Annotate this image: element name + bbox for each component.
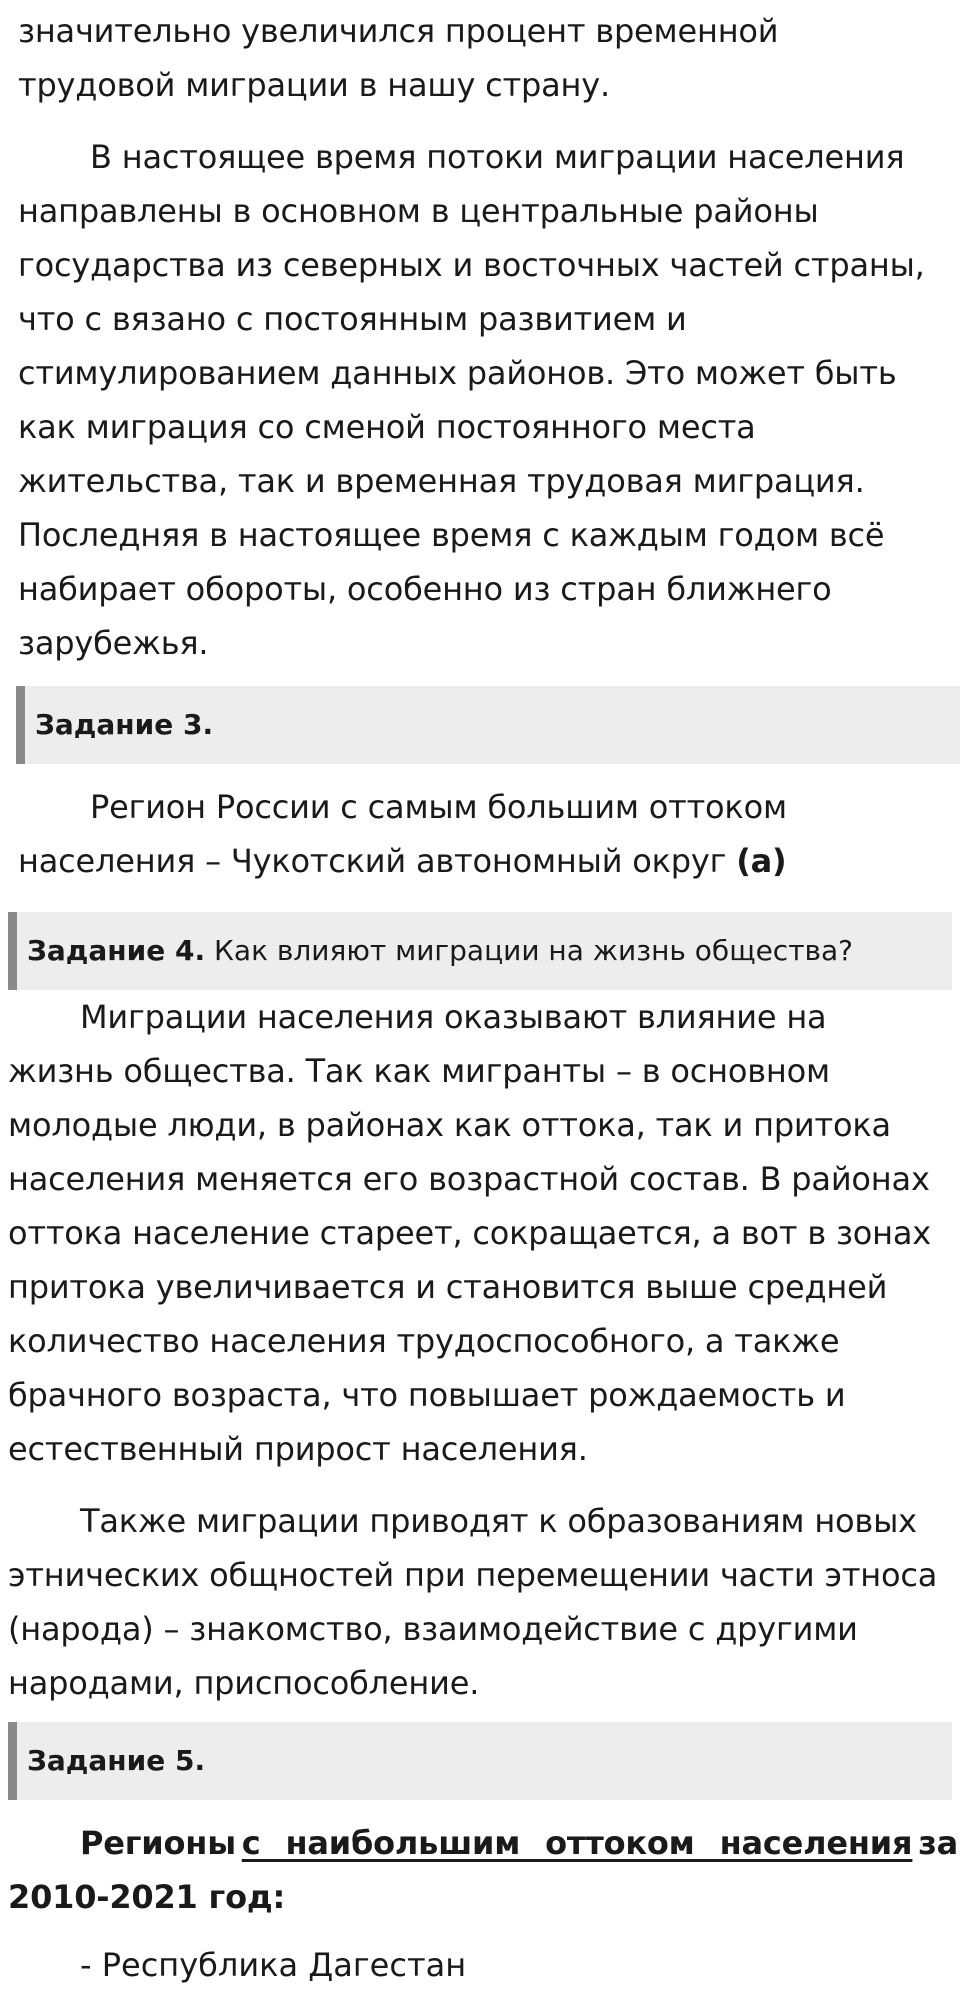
task3-header bbox=[16, 686, 960, 764]
text-line: Последняя в настоящее время с каждым годом всё bbox=[18, 516, 885, 554]
text-line: как миграция со сменой постоянного места bbox=[18, 408, 756, 446]
task3-answer bbox=[18, 780, 948, 888]
text-line: естественный прирост населения. bbox=[8, 1430, 588, 1468]
text-line: жизнь общества. Так как мигранты – в основном bbox=[8, 1052, 830, 1090]
text-line: набирает обороты, особенно из стран ближнего bbox=[18, 570, 832, 608]
text-line: В настоящее время потоки миграции населения bbox=[90, 138, 905, 176]
text-line bbox=[18, 834, 948, 888]
task3-label: Задание 3. bbox=[35, 708, 214, 741]
text-line: (народа) – знакомство, взаимодействие с другими bbox=[8, 1610, 858, 1648]
task4-label: Задание 4. bbox=[27, 934, 206, 967]
text-line: населения меняется его возрастной состав. В районах bbox=[8, 1160, 930, 1198]
text-line: этнических общностей при перемещении части этноса bbox=[8, 1556, 938, 1594]
task4-header bbox=[8, 912, 952, 990]
text-line: количество населения трудоспособного, а также bbox=[8, 1322, 840, 1360]
text-line: брачного возраста, что повышает рождаемость и bbox=[8, 1376, 846, 1414]
text-line: стимулированием данных районов. Это может быть bbox=[18, 354, 897, 392]
heading-word-end: за bbox=[918, 1824, 958, 1862]
task5-label: Задание 5. bbox=[27, 1744, 206, 1777]
text-line: что с вязано с постоянным развитием и bbox=[18, 300, 687, 338]
heading-word: Регионы bbox=[80, 1824, 236, 1862]
text-line: трудовой миграции в нашу страну. bbox=[18, 66, 610, 104]
text-line: Также миграции приводят к образованиям новых bbox=[80, 1502, 917, 1540]
text-line: оттока население стареет, сокращается, а вот в зонах bbox=[8, 1214, 932, 1252]
current-flows-paragraph bbox=[18, 130, 948, 670]
text-line bbox=[8, 1816, 958, 1870]
intro-paragraph bbox=[18, 4, 948, 112]
text-line: государства из северных и восточных частей страны, bbox=[18, 246, 925, 284]
task5-header bbox=[8, 1722, 952, 1800]
text-line: Миграции населения оказывают влияние на bbox=[80, 998, 827, 1036]
text-line: народами, приспособление. bbox=[8, 1664, 480, 1702]
task4-paragraph-2 bbox=[8, 1494, 956, 1710]
text-line: зарубежья. bbox=[18, 624, 209, 662]
list-item: - Республика Дагестан bbox=[80, 1946, 467, 1984]
task4-question: Как влияют миграции на жизнь общества? bbox=[214, 934, 854, 967]
text-line: молодые люди, в районах как оттока, так и притока bbox=[8, 1106, 891, 1144]
answer-letter: (а) bbox=[736, 842, 787, 880]
heading-underlined: с наибольшим оттоком населения bbox=[241, 1824, 913, 1862]
text-line: жительства, так и временная трудовая миграция. bbox=[18, 462, 865, 500]
text-line: 2010-2021 год: bbox=[8, 1878, 286, 1916]
text-line: направлены в основном в центральные районы bbox=[18, 192, 819, 230]
task4-paragraph-1 bbox=[8, 990, 956, 1476]
text-line: значительно увеличился процент временной bbox=[18, 12, 779, 50]
task5-heading bbox=[8, 1816, 958, 1924]
answer-text: населения – Чукотский автономный округ bbox=[18, 842, 737, 880]
text-line: Регион России с самым большим оттоком bbox=[90, 788, 787, 826]
text-line: притока увеличивается и становится выше средней bbox=[8, 1268, 888, 1306]
